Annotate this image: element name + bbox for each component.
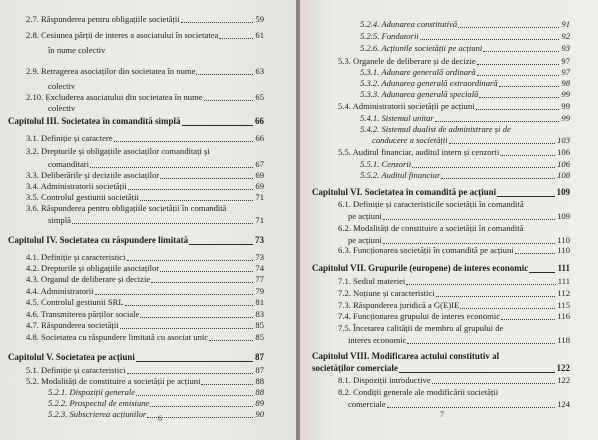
left-page xyxy=(0,0,296,440)
entry-title: 8.1. Dispoziții introductive xyxy=(338,375,431,385)
dot-leader xyxy=(120,328,254,329)
chapter-title: Capitolul V. Societatea pe acțiuni xyxy=(8,352,135,362)
entry-page-number: 111 xyxy=(557,276,570,286)
entry-title: 5.3.3. Adunarea generală specială xyxy=(360,89,479,99)
dot-leader xyxy=(209,340,253,341)
entry-title: 6.1. Definiție și caracteristicile societății în comandită xyxy=(338,199,524,209)
dot-leader xyxy=(136,361,253,362)
dot-leader xyxy=(515,253,556,254)
entry-title: 4.5. Controlul gestiunii SRL xyxy=(26,297,124,307)
entry-title: 4.1. Definiție și caracteristici xyxy=(26,252,126,262)
entry-title: simplă xyxy=(48,215,71,225)
dot-leader xyxy=(407,343,555,344)
dot-leader xyxy=(483,51,559,52)
chapter-title: Capitolul IV. Societatea cu răspundere limitată xyxy=(8,235,189,245)
dot-leader xyxy=(383,243,556,244)
entry-page-number: 81 xyxy=(255,297,264,307)
dot-leader xyxy=(387,407,555,408)
entry-page-number: 124 xyxy=(557,399,570,409)
entry-title: 5.1. Definiție și caracteristici xyxy=(26,365,126,375)
entry-title: 4.8. Societatea cu răspundere limitată cu asociat unic xyxy=(26,332,209,342)
entry-page-number: 66 xyxy=(255,133,264,143)
dot-leader xyxy=(441,178,555,179)
entry-title: 5.2.5. Fondatorii xyxy=(360,31,419,41)
dot-leader xyxy=(182,125,253,126)
entry-page-number: 65 xyxy=(255,92,264,102)
dot-leader xyxy=(181,22,254,23)
entry-page-number: 99 xyxy=(561,101,570,111)
entry-title: 5.5. Auditul financiar, auditul intern și cenzorii xyxy=(338,147,500,157)
dot-leader xyxy=(412,167,555,168)
entry-title: 4.7. Răspunderea societății xyxy=(26,320,119,330)
chapter-title: societăților comerciale xyxy=(312,363,398,373)
entry-title: 7.4. Funcționarea grupului de interes economic xyxy=(338,311,501,321)
dot-leader xyxy=(127,260,254,261)
dot-leader xyxy=(219,38,253,39)
entry-title: 5.3.2. Adunarea generală extraordinară xyxy=(360,78,498,88)
page-number-right: 7 xyxy=(440,410,444,419)
entry-title: 5.5.2. Auditul financiar xyxy=(360,170,441,180)
entry-title: 7.1. Sediul materiei xyxy=(338,276,406,286)
entry-title: 6.3. Funcționarea societății în comandită pe acțiuni xyxy=(338,245,514,255)
entry-page-number: 90 xyxy=(255,409,264,419)
dot-leader xyxy=(501,319,555,320)
dot-leader xyxy=(449,143,556,144)
dot-leader xyxy=(150,406,253,407)
page-number-left: 6 xyxy=(158,414,162,423)
entry-page-number: 79 xyxy=(255,286,264,296)
entry-page-number: 115 xyxy=(557,300,570,310)
entry-title: pe acțiuni xyxy=(348,211,382,221)
entry-title: în nume colectiv xyxy=(48,45,106,55)
entry-title: 5.5.1. Cenzorii xyxy=(360,159,412,169)
entry-page-number: 111 xyxy=(557,263,570,273)
dot-leader xyxy=(147,417,253,418)
entry-page-number: 73 xyxy=(255,235,264,245)
entry-title: colectiv xyxy=(48,103,76,113)
dot-leader xyxy=(160,178,253,179)
entry-page-number: 71 xyxy=(255,215,264,225)
dot-leader xyxy=(196,74,253,75)
entry-title: 7.5. Încetarea calității de membru al grupului de xyxy=(338,323,504,333)
entry-title: 2.7. Răspunderea pentru obligațiile societății xyxy=(26,14,180,24)
entry-title: 3.2. Drepturile și obligațiile asociaților comanditați și xyxy=(26,146,210,156)
dot-leader xyxy=(458,27,559,28)
dot-leader xyxy=(420,39,560,40)
entry-page-number: 71 xyxy=(255,192,264,202)
dot-leader xyxy=(460,308,555,309)
entry-title: 3.1. Definiție și caractere xyxy=(26,133,113,143)
entry-page-number: 91 xyxy=(561,19,570,29)
entry-title: 3.5. Controlul gestiunii societății xyxy=(26,192,139,202)
entry-page-number: 88 xyxy=(255,376,264,386)
chapter-title: Capitolul VII. Grupurile (europene) de interes economic xyxy=(312,263,529,273)
entry-page-number: 97 xyxy=(561,67,570,77)
dot-leader xyxy=(95,294,254,295)
dot-leader xyxy=(435,121,560,122)
entry-title: 4.2. Drepturile și obligațiile asociaților xyxy=(26,263,160,273)
dot-leader xyxy=(151,282,253,283)
entry-page-number: 103 xyxy=(557,135,570,145)
dot-leader xyxy=(477,64,560,65)
dot-leader xyxy=(436,296,556,297)
entry-title: 2.9. Retragerea asociaților din societatea în nume xyxy=(26,66,196,76)
entry-page-number: 85 xyxy=(255,332,264,342)
entry-title: 5.4.2. Sistemul dualist de administrare și de xyxy=(360,124,511,134)
entry-title: 3.3. Deliberările și deciziile asociaților xyxy=(26,170,160,180)
dot-leader xyxy=(479,97,559,98)
dot-leader xyxy=(72,223,253,224)
entry-page-number: 73 xyxy=(255,252,264,262)
entry-title: pe acțiuni xyxy=(348,235,382,245)
dot-leader xyxy=(383,219,555,220)
dot-leader xyxy=(529,272,555,273)
entry-page-number: 61 xyxy=(255,30,264,40)
entry-title: conducere a societății xyxy=(372,135,448,145)
entry-title: 5.3. Organele de deliberare și de decizie xyxy=(338,56,476,66)
right-page xyxy=(300,0,598,440)
entry-page-number: 63 xyxy=(255,66,264,76)
entry-page-number: 89 xyxy=(255,398,264,408)
entry-page-number: 83 xyxy=(255,309,264,319)
entry-page-number: 69 xyxy=(255,181,264,191)
entry-title: 4.6. Transmiterea părților sociale xyxy=(26,309,140,319)
entry-title: 5.2. Modalități de constituire a societății pe acțiuni xyxy=(26,376,201,386)
dot-leader xyxy=(497,196,554,197)
entry-title: 7.2. Noțiune și caracteristici xyxy=(338,288,435,298)
dot-leader xyxy=(127,373,254,374)
entry-page-number: 106 xyxy=(557,147,570,157)
dot-leader xyxy=(476,109,560,110)
entry-title: 5.2.6. Acțiunile societății pe acțiuni xyxy=(360,43,483,53)
entry-page-number: 109 xyxy=(557,211,570,221)
dot-leader xyxy=(189,244,253,245)
chapter-title: Capitolul III. Societatea în comandită simplă xyxy=(8,116,181,126)
dot-leader xyxy=(125,305,254,306)
dot-leader xyxy=(136,395,253,396)
entry-page-number: 116 xyxy=(557,311,570,321)
entry-page-number: 106 xyxy=(557,159,570,169)
dot-leader xyxy=(406,284,555,285)
entry-page-number: 122 xyxy=(556,363,570,373)
dot-leader xyxy=(160,271,253,272)
chapter-title: Capitolul VIII. Modificarea actului constitutiv al xyxy=(312,351,500,361)
entry-title: 7.3. Răspunderea juridică a G(E)IE xyxy=(338,300,460,310)
entry-page-number: 88 xyxy=(255,387,264,397)
entry-title: interes economic xyxy=(348,335,407,345)
entry-page-number: 69 xyxy=(255,170,264,180)
entry-page-number: 74 xyxy=(255,263,264,273)
entry-title: 2.8. Cesiunea părții de interes a asociatului în societatea xyxy=(26,30,219,40)
dot-leader xyxy=(499,86,560,87)
entry-page-number: 77 xyxy=(255,274,264,284)
entry-page-number: 112 xyxy=(557,288,570,298)
entry-title: 8.2. Condiții generale ale modificării societății xyxy=(338,387,499,397)
entry-title: comanditari xyxy=(48,159,90,169)
dot-leader xyxy=(399,372,555,373)
entry-page-number: 59 xyxy=(255,14,264,24)
entry-page-number: 109 xyxy=(556,187,570,197)
entry-title: 5.2.1. Dispoziții generale xyxy=(48,387,136,397)
entry-title: 2.10. Excluderea asociatului din societatea în nume xyxy=(26,92,203,102)
entry-page-number: 110 xyxy=(557,245,570,255)
entry-title: 5.2.3. Subscrierea acțiunilor xyxy=(48,409,147,419)
entry-page-number: 98 xyxy=(561,78,570,88)
entry-title: comerciale xyxy=(348,399,386,409)
entry-title: 6.2. Modalități de constituire a societății în comandită xyxy=(338,223,524,233)
entry-title: 5.4.1. Sistemul unitar xyxy=(360,113,434,123)
entry-page-number: 87 xyxy=(255,352,264,362)
dot-leader xyxy=(204,100,254,101)
entry-page-number: 110 xyxy=(557,235,570,245)
dot-leader xyxy=(140,317,253,318)
dot-leader xyxy=(128,189,254,190)
dot-leader xyxy=(500,155,555,156)
entry-page-number: 108 xyxy=(557,170,570,180)
entry-page-number: 99 xyxy=(561,89,570,99)
entry-page-number: 87 xyxy=(255,365,264,375)
entry-page-number: 67 xyxy=(255,159,264,169)
entry-page-number: 93 xyxy=(561,43,570,53)
dot-leader xyxy=(432,383,555,384)
dot-leader xyxy=(477,75,560,76)
entry-page-number: 118 xyxy=(557,335,570,345)
entry-page-number: 97 xyxy=(561,56,570,66)
entry-page-number: 99 xyxy=(561,113,570,123)
dot-leader xyxy=(90,167,253,168)
entry-page-number: 85 xyxy=(255,320,264,330)
entry-title: 5.2.2. Prospectul de emisiune xyxy=(48,398,150,408)
dot-leader xyxy=(140,200,254,201)
entry-title: 4.3. Organul de deliberare și decizie xyxy=(26,274,151,284)
dot-leader xyxy=(114,141,254,142)
entry-page-number: 92 xyxy=(561,31,570,41)
entry-title: 5.4. Administratorii societății pe acțiuni xyxy=(338,101,475,111)
entry-page-number: 122 xyxy=(557,375,570,385)
entry-title: colectiv xyxy=(48,81,76,91)
chapter-title: Capitolul VI. Societatea în comandită pe acțiuni xyxy=(312,187,497,197)
entry-title: 5.3.1. Adunare generală ordinară xyxy=(360,67,476,77)
dot-leader xyxy=(201,384,253,385)
entry-page-number: 66 xyxy=(255,116,264,126)
entry-title: 5.2.4. Adunarea constitutivă xyxy=(360,19,458,29)
entry-title: 4.4. Administratorii xyxy=(26,286,94,296)
entry-title: 3.4. Administratorii societății xyxy=(26,181,127,191)
entry-title: 3.6. Răspunderea pentru obligațiile societății în comandită xyxy=(26,203,227,213)
